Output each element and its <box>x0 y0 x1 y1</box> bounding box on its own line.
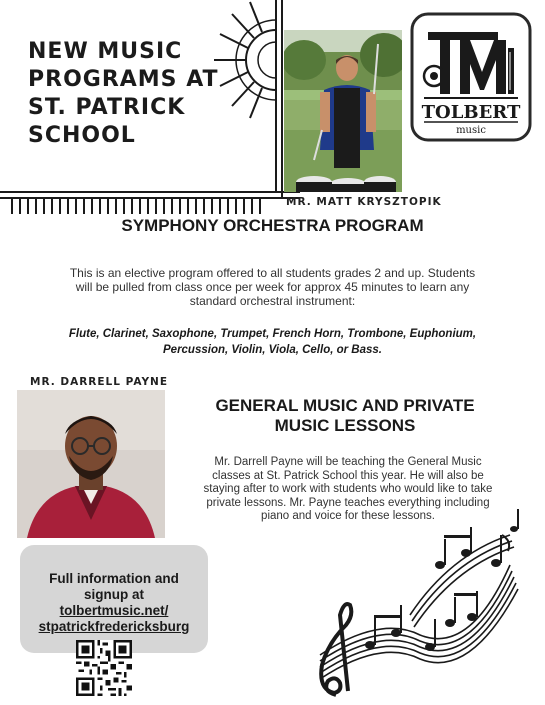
logo-brand-text: TOLBERT <box>421 102 521 123</box>
general-description-line-2: classes at St. Patrick School this year. He will also be <box>212 469 484 482</box>
instrument-list-line-1: Flute, Clarinet, Saxophone, Trumpet, French Horn, Trombone, Euphonium, <box>68 328 477 340</box>
instrument-list <box>20 326 525 358</box>
general-instructor-caption: MR. DARRELL PAYNE <box>30 376 169 388</box>
qr-code[interactable] <box>76 640 132 696</box>
signup-link-line-2: stpatrickfredericksburg <box>38 619 190 634</box>
general-section-title-line-2: MUSIC LESSONS <box>274 416 416 435</box>
orchestra-description <box>20 266 525 308</box>
general-section-title <box>180 396 510 436</box>
headline-line-3: ST. PATRICK <box>28 95 186 120</box>
headline-line-4: SCHOOL <box>28 123 136 148</box>
page-headline <box>28 38 238 150</box>
orchestra-description-line-2: will be pulled from class once per week for approx 45 minutes to learn any <box>75 280 470 294</box>
instrument-list-line-2: Percussion, Violin, Viola, Cello, or Bass. <box>163 344 382 356</box>
signup-line-2: signup at <box>84 587 144 602</box>
music-notes-swirl-illustration <box>300 505 530 700</box>
signup-link-line-1: tolbertmusic.net/ <box>59 603 169 618</box>
tolbert-music-logo <box>410 12 532 142</box>
headline-line-1: NEW MUSIC <box>28 39 183 64</box>
drummer-photo <box>284 30 402 192</box>
orchestra-description-line-3: standard orchestral instrument: <box>189 294 356 308</box>
general-section-title-line-1: GENERAL MUSIC AND PRIVATE <box>215 396 475 415</box>
general-description-line-1: Mr. Darrell Payne will be teaching the General Music <box>214 456 482 468</box>
general-description-line-5: piano and voice for these lessons. <box>261 510 435 522</box>
signup-link[interactable] <box>20 603 208 635</box>
darrell-payne-photo <box>17 390 165 538</box>
signup-info-box <box>20 545 208 653</box>
headline-line-2: PROGRAMS AT <box>28 67 219 92</box>
orchestra-instructor-caption: MR. MATT KRYSZTOPIK <box>286 196 442 208</box>
logo-sub-text: music <box>456 125 486 136</box>
signup-line-1: Full information and <box>49 571 179 586</box>
orchestra-section-title: SYMPHONY ORCHESTRA PROGRAM <box>121 216 424 235</box>
orchestra-description-line-1: This is an elective program offered to all students grades 2 and up. Students <box>69 266 476 280</box>
general-description-line-3: staying after to work with students who would like to take <box>203 483 493 495</box>
general-description-line-4: private lessons. Mr. Payne teaches everything including <box>206 496 490 509</box>
